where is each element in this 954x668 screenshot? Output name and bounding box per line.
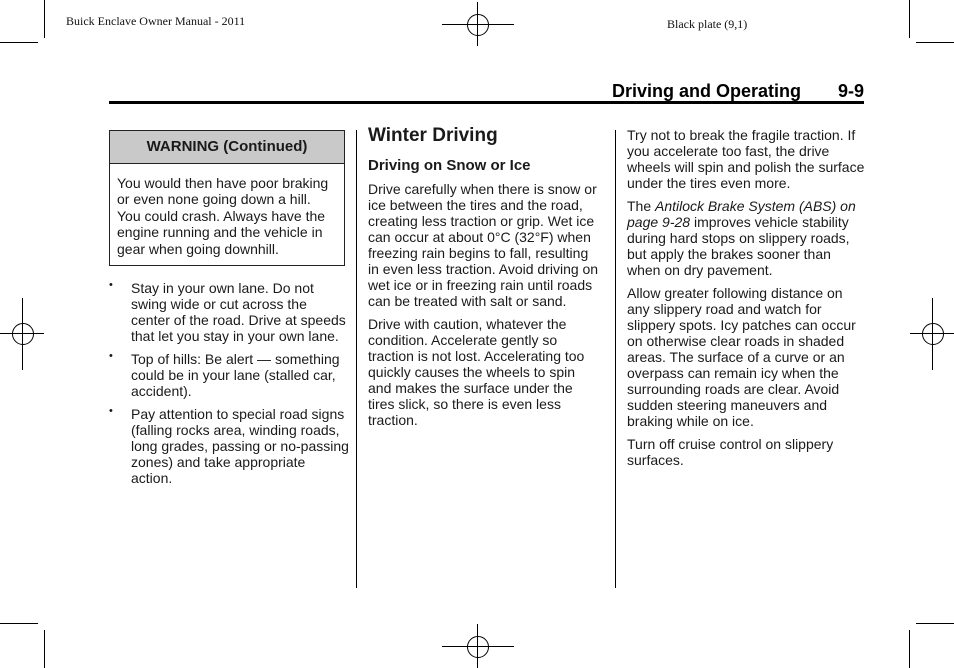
middle-column — [368, 181, 600, 435]
snow-ice-subheading: Driving on Snow or Ice — [368, 157, 531, 174]
crop-mark — [44, 0, 45, 38]
page-number: 9-9 — [838, 81, 865, 101]
right-column — [627, 127, 865, 475]
list-item — [109, 351, 349, 399]
crop-mark — [916, 623, 954, 624]
paragraph: Turn off cruise control on slippery surfaces. — [627, 436, 834, 468]
list-item — [109, 280, 349, 344]
paragraph — [627, 198, 865, 278]
text-run: improves vehicle stability during hard stops on slippery roads, but apply the brakes sooner than when on dry pavement. — [627, 214, 850, 278]
registration-mark-right — [910, 298, 954, 370]
bullet-list — [109, 280, 349, 493]
paragraph: Drive carefully when there is snow or ice between the tires and the road, creating less traction or grip. Wet ice can occur at about 0°C (32°F) when freezing rain begins to fall, resulting in even less traction. Avoid driving on wet ice or in freezing rain until roads can be treated with salt or sand. — [368, 181, 599, 309]
registration-mark-top — [442, 2, 514, 46]
abs-cross-reference-link[interactable]: Antilock Brake System (ABS) on page 9-28 — [627, 198, 856, 230]
manual-title-meta: Buick Enclave Owner Manual - 2011 — [66, 14, 246, 28]
registration-mark-bottom — [442, 624, 514, 668]
paragraph: Drive with caution, whatever the condition. Accelerate gently so traction is not lost. Accelerating too quickly causes the wheels to spin and makes the surface under the tires slick, so there is even less traction. — [368, 316, 585, 428]
section-title: Driving and Operating — [612, 81, 802, 101]
crop-mark — [44, 630, 45, 668]
registration-mark-left — [0, 298, 44, 370]
crop-mark — [909, 630, 910, 668]
plate-meta: Black plate (9,1) — [667, 17, 748, 31]
crop-mark — [0, 623, 38, 624]
warning-title: WARNING (Continued) — [110, 131, 344, 164]
bullet-icon: • — [109, 350, 113, 362]
bullet-icon: • — [109, 405, 113, 417]
text-run: The — [627, 198, 656, 214]
warning-box — [109, 130, 345, 266]
winter-driving-heading: Winter Driving — [368, 125, 498, 146]
list-item-text: Pay attention to special road signs (falling rocks area, winding roads, long grades, passing or no-passing zones) and take appropriate action. — [131, 406, 349, 486]
column-divider — [615, 130, 616, 588]
paragraph: Try not to break the fragile traction. If you accelerate too fast, the drive wheels will spin and polish the surface under the tires even more. — [627, 127, 865, 191]
header-rule — [109, 101, 864, 104]
crop-mark — [909, 0, 910, 38]
bullet-icon: • — [109, 279, 113, 291]
column-divider — [356, 130, 357, 588]
list-item — [109, 406, 349, 486]
list-item-text: Stay in your own lane. Do not swing wide or cut across the center of the road. Drive at speeds that let you stay in your own lane. — [131, 280, 346, 344]
crop-mark — [916, 42, 954, 43]
paragraph: Allow greater following distance on any slippery road and watch for slippery spots. Icy patches can occur on otherwise clear roads in shaded areas. The surface of a curve or an overpass can remain icy when the surrounding roads are clear. Avoid sudden steering maneuvers and braking while on ice. — [627, 285, 856, 429]
list-item-text: Top of hills: Be alert — something could be in your lane (stalled car, accident). — [131, 351, 340, 399]
warning-body: You would then have poor braking or even none going down a hill. You could crash. Always have the engine running and the vehicle in gear when going downhill. — [117, 175, 329, 257]
crop-mark — [0, 42, 38, 43]
